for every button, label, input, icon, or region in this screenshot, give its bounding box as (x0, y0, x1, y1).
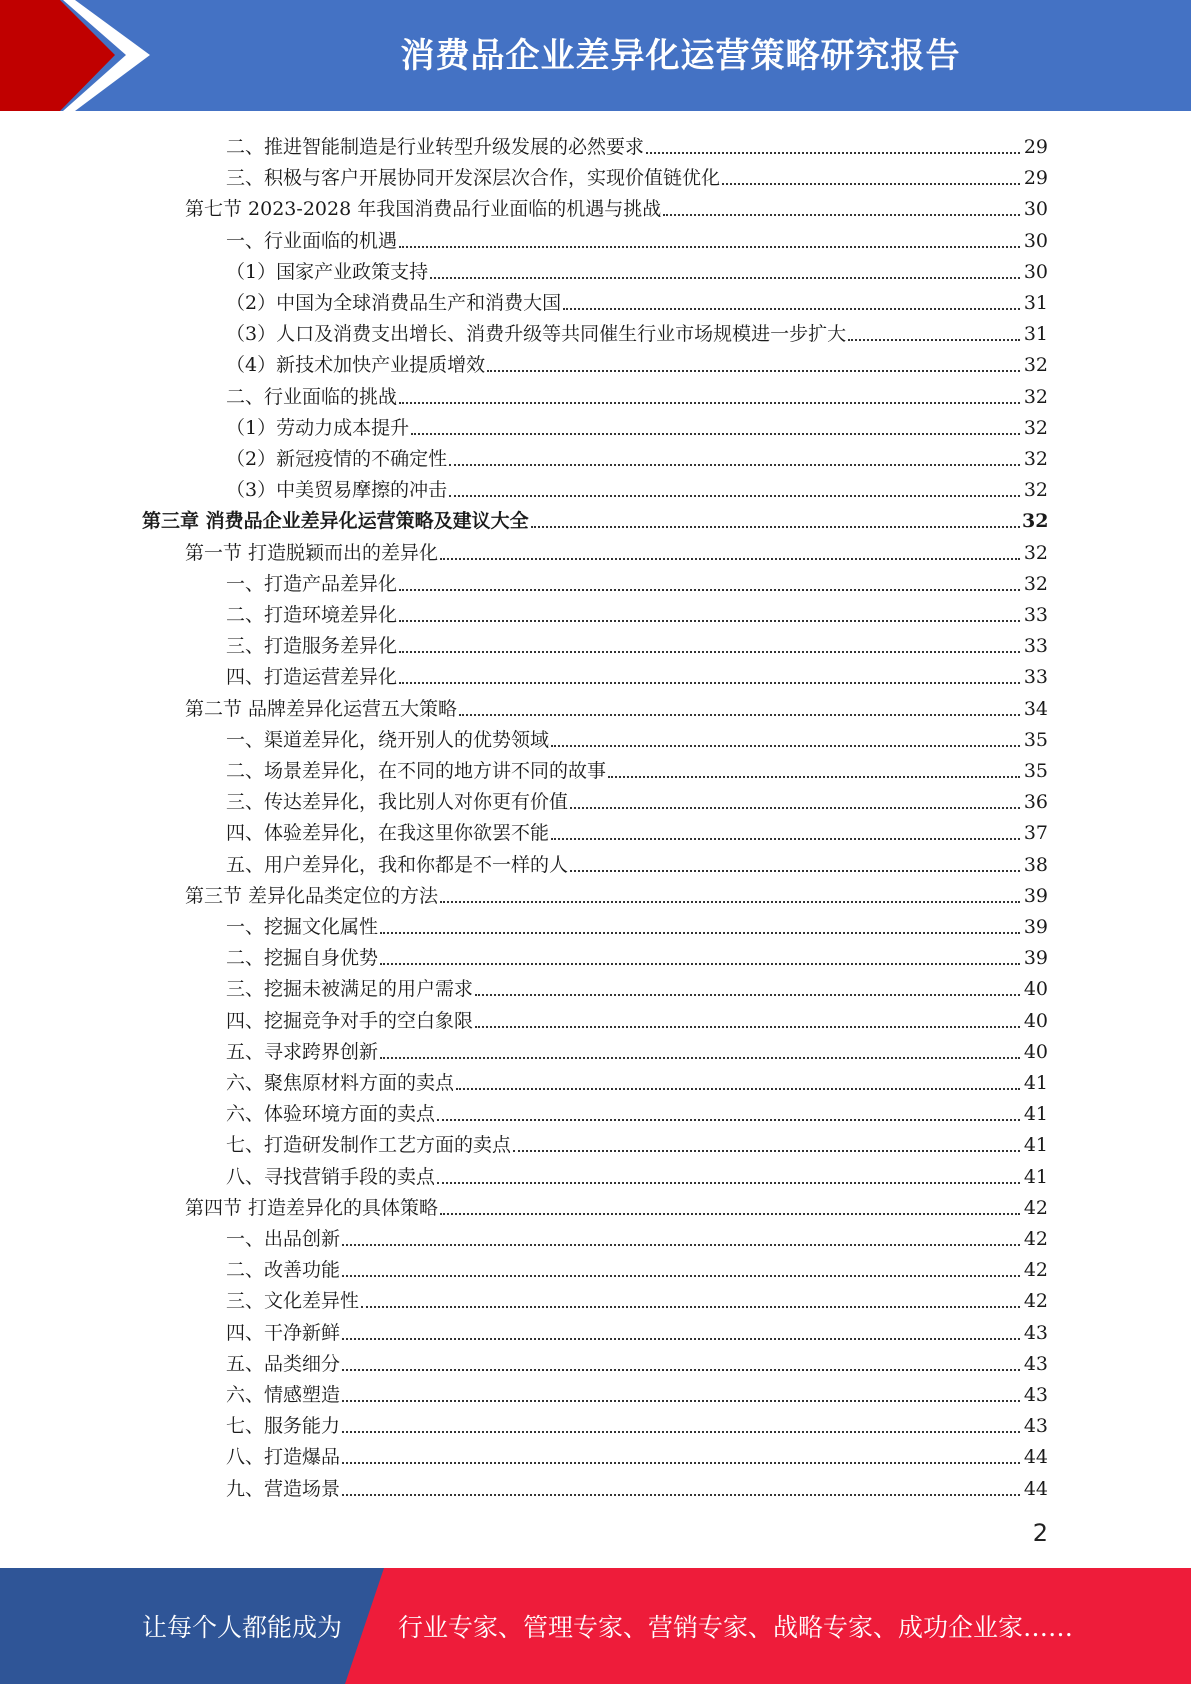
toc-entry-page: 40 (1023, 1009, 1048, 1032)
toc-dot-leader (449, 494, 1020, 497)
toc-entry[interactable] (226, 1314, 1048, 1345)
toc-dot-leader (342, 1493, 1020, 1496)
toc-entry[interactable] (226, 596, 1048, 627)
toc-entry-page: 33 (1023, 635, 1048, 658)
toc-entry-page: 41 (1023, 1165, 1048, 1188)
toc-dot-leader (531, 525, 1020, 528)
toc-dot-leader (848, 338, 1020, 341)
toc-entry[interactable] (226, 627, 1048, 658)
toc-entry-title: 四、体验差异化，在我这里你欲罢不能 (226, 822, 550, 845)
toc-dot-leader (608, 775, 1020, 778)
toc-entry-title: 二、挖掘自身优势 (226, 947, 379, 970)
toc-entry-title: （2）中国为全球消费品生产和消费大国 (226, 292, 562, 314)
toc-entry-page: 35 (1023, 728, 1048, 751)
toc-entry-title: 一、出品创新 (226, 1228, 341, 1250)
toc-entry-title: 二、改善功能 (226, 1259, 341, 1282)
toc-entry[interactable] (226, 1470, 1048, 1501)
toc-dot-leader (437, 1118, 1020, 1121)
toc-dot-leader (411, 432, 1020, 435)
toc-entry-page: 38 (1023, 853, 1048, 876)
toc-entry[interactable] (226, 814, 1048, 845)
toc-entry-page: 43 (1023, 1384, 1048, 1406)
toc-dot-leader (342, 1337, 1020, 1340)
toc-entry-title: 八、寻找营销手段的卖点 (226, 1165, 436, 1188)
toc-entry[interactable] (226, 284, 1048, 315)
toc-entry[interactable] (226, 315, 1048, 346)
toc-dot-leader (646, 151, 1020, 154)
toc-entry[interactable] (185, 1189, 1048, 1220)
toc-entry-page: 42 (1023, 1228, 1048, 1250)
toc-entry-page: 29 (1023, 167, 1048, 190)
toc-entry[interactable] (226, 752, 1048, 783)
toc-entry[interactable] (226, 1095, 1048, 1126)
toc-entry-title: 三、文化差异性 (226, 1290, 360, 1313)
toc-dot-leader (342, 1461, 1020, 1464)
toc-entry-page: 43 (1023, 1352, 1048, 1375)
toc-entry-page: 32 (1023, 448, 1048, 470)
toc-entry[interactable] (226, 1033, 1048, 1064)
toc-dot-leader (380, 962, 1020, 965)
toc-entry-title: 四、打造运营差异化 (226, 666, 398, 689)
toc-entry-title: 第七节 2023-2028 年我国消费品行业面临的机遇与挑战 (185, 198, 662, 221)
toc-entry-page: 30 (1023, 198, 1048, 221)
toc-entry-title: 一、行业面临的机遇 (226, 229, 398, 252)
toc-entry-page: 37 (1023, 822, 1048, 845)
toc-entry[interactable] (226, 1158, 1048, 1189)
toc-entry[interactable] (185, 190, 1048, 221)
toc-entry-title: （1）国家产业政策支持 (226, 260, 429, 283)
toc-entry[interactable] (226, 658, 1048, 689)
toc-entry[interactable] (226, 846, 1048, 877)
toc-entry-page: 44 (1023, 1446, 1048, 1469)
toc-entry-page: 32 (1023, 572, 1048, 595)
toc-dot-leader (437, 1181, 1020, 1184)
toc-dot-leader (449, 463, 1020, 466)
toc-entry[interactable] (226, 1002, 1048, 1033)
toc-entry-page: 31 (1023, 323, 1048, 346)
toc-dot-leader (342, 1430, 1020, 1433)
toc-dot-leader (513, 1149, 1020, 1152)
toc-dot-leader (456, 1087, 1020, 1090)
toc-entry-page: 43 (1023, 1415, 1048, 1438)
toc-dot-leader (380, 931, 1020, 934)
toc-entry[interactable] (226, 565, 1048, 596)
toc-entry-title: 七、打造研发制作工艺方面的卖点 (226, 1134, 512, 1157)
toc-entry[interactable] (185, 877, 1048, 908)
toc-dot-leader (342, 1368, 1020, 1371)
toc-entry-title: 五、品类细分 (226, 1352, 341, 1375)
toc-entry-title: 二、场景差异化，在不同的地方讲不同的故事 (226, 760, 607, 782)
toc-entry[interactable] (226, 128, 1048, 159)
document-title: 消费品企业差异化运营策略研究报告 (400, 35, 961, 76)
toc-dot-leader (440, 900, 1020, 903)
toc-entry-page: 29 (1023, 136, 1048, 158)
header-banner (0, 0, 1191, 111)
toc-entry[interactable] (226, 939, 1048, 970)
toc-entry-title: 三、传达差异化，我比别人对你更有价值 (226, 791, 569, 814)
toc-entry-title: 一、渠道差异化，绕开别人的优势领域 (226, 728, 550, 751)
toc-entry-title: 五、用户差异化，我和你都是不一样的人 (226, 853, 569, 876)
toc-entry-title: 三、打造服务差异化 (226, 635, 398, 658)
toc-entry-title: 第三节 差异化品类定位的方法 (185, 884, 439, 907)
toc-entry-page: 30 (1023, 260, 1048, 283)
toc-dot-leader (342, 1274, 1020, 1277)
toc-entry-title: 三、积极与客户开展协同开发深层次合作，实现价值链优化 (226, 167, 721, 190)
toc-entry[interactable] (226, 721, 1048, 752)
toc-entry-title: 六、情感塑造 (226, 1384, 341, 1406)
toc-dot-leader (430, 276, 1020, 279)
toc-dot-leader (563, 307, 1020, 310)
toc-dot-leader (663, 213, 1020, 216)
toc-entry-title: 第二节 品牌差异化运营五大策略 (185, 697, 458, 720)
toc-entry-title: 三、挖掘未被满足的用户需求 (226, 978, 474, 1001)
toc-entry-title: 一、挖掘文化属性 (226, 916, 379, 938)
toc-entry-page: 34 (1023, 697, 1048, 720)
toc-dot-leader (440, 1212, 1020, 1215)
toc-entry[interactable] (226, 1345, 1048, 1376)
toc-dot-leader (361, 1305, 1020, 1308)
toc-entry-title: 第四节 打造差异化的具体策略 (185, 1196, 439, 1219)
page-number: 2 (1032, 1519, 1048, 1547)
toc-dot-leader (551, 837, 1020, 840)
footer-slogan-left: 让每个人都能成为 (142, 1613, 343, 1642)
footer-slogan-right: 行业专家、管理专家、营销专家、战略专家、成功企业家…… (398, 1613, 1074, 1642)
toc-entry-title: 八、打造爆品 (226, 1446, 341, 1469)
toc-entry-page: 41 (1023, 1134, 1048, 1157)
toc-dot-leader (487, 369, 1020, 372)
toc-dot-leader (475, 1025, 1020, 1028)
toc-entry-title: 一、打造产品差异化 (226, 572, 398, 595)
toc-entry-title: （1）劳动力成本提升 (226, 416, 410, 439)
toc-dot-leader (570, 869, 1020, 872)
toc-entry-page: 31 (1023, 292, 1048, 314)
toc-entry[interactable] (226, 1251, 1048, 1282)
toc-entry-title: 二、推进智能制造是行业转型升级发展的必然要求 (226, 136, 645, 158)
toc-entry-page: 36 (1023, 791, 1048, 814)
toc-dot-leader (399, 619, 1020, 622)
toc-entry-title: 二、打造环境差异化 (226, 604, 398, 626)
toc-entry[interactable] (226, 222, 1048, 253)
toc-entry-page: 32 (1023, 541, 1048, 564)
toc-entry-title: 二、行业面临的挑战 (226, 385, 398, 408)
toc-entry[interactable] (226, 908, 1048, 939)
toc-dot-leader (342, 1399, 1020, 1402)
toc-entry[interactable] (226, 1376, 1048, 1407)
toc-entry-title: 五、寻求跨界创新 (226, 1040, 379, 1063)
toc-entry-page: 41 (1023, 1103, 1048, 1126)
toc-entry-title: （2）新冠疫情的不确定性 (226, 448, 448, 470)
toc-entry-title: （3）中美贸易摩擦的冲击 (226, 479, 448, 502)
toc-entry-page: 32 (1023, 416, 1048, 439)
toc-entry-page: 40 (1023, 978, 1048, 1001)
toc-entry[interactable] (226, 783, 1048, 814)
toc-entry[interactable] (226, 1064, 1048, 1095)
toc-dot-leader (440, 557, 1020, 560)
toc-entry-page: 32 (1022, 510, 1049, 533)
toc-dot-leader (399, 650, 1020, 653)
footer-banner (0, 1568, 1191, 1684)
toc-entry-page: 42 (1023, 1290, 1048, 1313)
toc-entry-page: 32 (1023, 354, 1048, 377)
toc-entry[interactable] (226, 1282, 1048, 1313)
toc-entry[interactable] (185, 690, 1048, 721)
toc-dot-leader (570, 806, 1020, 809)
toc-entry-title: 第三章 消费品企业差异化运营策略及建议大全 (142, 510, 529, 533)
toc-entry[interactable] (226, 1438, 1048, 1469)
toc-entry-page: 41 (1023, 1072, 1048, 1094)
toc-entry-title: 六、体验环境方面的卖点 (226, 1103, 436, 1126)
toc-entry[interactable] (226, 440, 1048, 471)
toc-entry-page: 35 (1023, 760, 1048, 782)
toc-dot-leader (399, 401, 1020, 404)
toc-entry-page: 42 (1023, 1259, 1048, 1282)
toc-dot-leader (380, 1056, 1020, 1059)
toc-entry-title: 七、服务能力 (226, 1415, 341, 1438)
toc-entry[interactable] (226, 253, 1048, 284)
toc-entry-title: 四、挖掘竞争对手的空白象限 (226, 1009, 474, 1032)
toc-entry[interactable] (226, 409, 1048, 440)
toc-entry-page: 42 (1023, 1196, 1048, 1219)
toc-entry[interactable] (226, 159, 1048, 190)
toc-entry-title: （3）人口及消费支出增长、消费升级等共同催生行业市场规模进一步扩大 (226, 323, 847, 346)
toc-entry[interactable] (185, 534, 1048, 565)
toc-dot-leader (475, 993, 1020, 996)
toc-dot-leader (551, 744, 1020, 747)
toc-entry-page: 32 (1023, 479, 1048, 502)
toc-entry-page: 33 (1023, 604, 1048, 626)
toc-entry-title: 四、干净新鲜 (226, 1321, 341, 1344)
toc-entry[interactable] (226, 970, 1048, 1001)
toc-entry-title: 六、聚焦原材料方面的卖点 (226, 1072, 455, 1094)
toc-entry-page: 30 (1023, 229, 1048, 252)
toc-entry-page: 40 (1023, 1040, 1048, 1063)
toc-entry-page: 33 (1023, 666, 1048, 689)
toc-entry-page: 39 (1023, 884, 1048, 907)
toc-entry[interactable] (226, 1220, 1048, 1251)
toc-entry[interactable] (226, 1407, 1048, 1438)
toc-entry[interactable] (226, 1126, 1048, 1157)
toc-entry-page: 39 (1023, 916, 1048, 938)
toc-dot-leader (722, 182, 1020, 185)
toc-entry[interactable] (226, 346, 1048, 377)
toc-dot-leader (399, 681, 1020, 684)
toc-entry[interactable] (226, 378, 1048, 409)
toc-dot-leader (459, 713, 1020, 716)
toc-dot-leader (399, 245, 1020, 248)
toc-entry-title: 第一节 打造脱颖而出的差异化 (185, 541, 439, 564)
toc-chapter-entry[interactable] (142, 502, 1048, 533)
toc-entry[interactable] (226, 471, 1048, 502)
toc-dot-leader (399, 588, 1020, 591)
toc-entry-page: 39 (1023, 947, 1048, 970)
toc-entry-title: 九、营造场景 (226, 1477, 341, 1500)
toc-dot-leader (342, 1243, 1020, 1246)
toc-entry-page: 43 (1023, 1321, 1048, 1344)
header-arrow-decoration (0, 0, 160, 111)
toc-entry-page: 32 (1023, 385, 1048, 408)
toc-entry-title: （4）新技术加快产业提质增效 (226, 354, 486, 377)
toc-entry-page: 44 (1023, 1477, 1048, 1500)
